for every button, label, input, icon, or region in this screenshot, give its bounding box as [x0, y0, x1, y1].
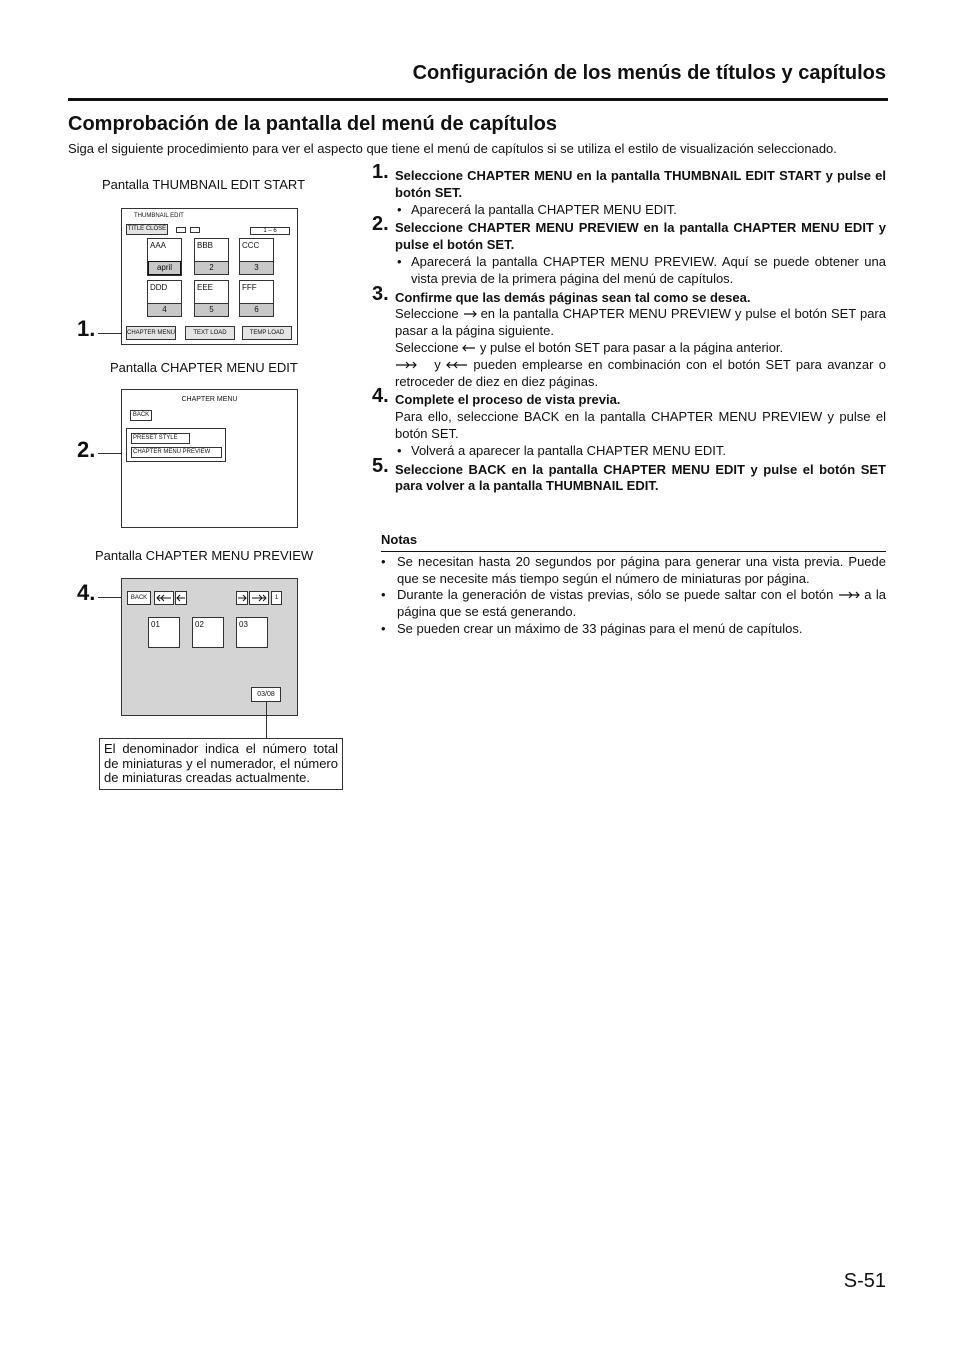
figure-caption-chapter-menu-preview: Pantalla CHAPTER MENU PREVIEW [95, 548, 314, 563]
step-body [395, 340, 886, 357]
step-text: pueden emplearse en combinación con el botón SET para avanzar o retroceder de diez en diez páginas. [395, 356, 886, 389]
step-heading: Confirme que las demás páginas sean tal como se desea. [395, 289, 751, 305]
step-body [395, 357, 886, 391]
step-number: 1. [372, 161, 389, 183]
thumbnail-number: 4 [148, 303, 181, 316]
step-4 [372, 385, 886, 459]
notes-title: Notas [381, 532, 886, 552]
figure-marker-4: 4. [77, 580, 96, 605]
step-bullet: • Aparecerá la pantalla CHAPTER MENU EDIT. [395, 202, 886, 219]
step-1 [372, 161, 886, 218]
step-text: Seleccione [395, 339, 459, 355]
note-text: a la página que se está generando. [397, 587, 887, 620]
preview-thumbnail[interactable]: 02 [192, 617, 224, 648]
progress-counter: 03/08 [251, 687, 281, 702]
text-load-button[interactable]: TEXT LOAD [185, 326, 235, 340]
preview-thumbnail[interactable]: 03 [236, 617, 268, 648]
range-indicator: 1 – 6 [250, 227, 290, 235]
step-2 [372, 213, 886, 287]
preview-thumbnail[interactable]: 01 [148, 617, 180, 648]
marker-leader-line [98, 333, 122, 334]
step-heading: Seleccione BACK en la pantalla CHAPTER MENU EDIT y pulse el botón SET para volver a la pantalla THUMBNAIL EDIT. [395, 461, 886, 494]
thumbnail-item[interactable] [147, 280, 182, 317]
chapter-menu-edit-screen [121, 389, 298, 528]
small-icon [176, 227, 186, 233]
page-number: S-51 [843, 1270, 886, 1292]
intro-text: Siga el siguiente procedimiento para ver el aspecto que tiene el menú de capítulos si se utiliza el estilo de visualización seleccionado. [68, 141, 837, 156]
thumbnail-label: CCC [242, 241, 260, 250]
step-list [372, 161, 886, 495]
figure-marker-1: 1. [77, 316, 96, 341]
step-heading: Complete el proceso de vista previa. [395, 392, 621, 408]
notes-box [381, 532, 886, 638]
double-forward-arrow-icon [395, 360, 417, 370]
callout-leader-line [266, 701, 267, 738]
previous-page-button[interactable] [175, 591, 187, 605]
note-item: • Se pueden crear un máximo de 33 páginas para el menú de capítulos. [381, 621, 886, 638]
previous-arrow-icon [462, 343, 476, 353]
thumbnail-edit-screen [121, 208, 298, 345]
step-heading: Seleccione CHAPTER MENU en la pantalla THUMBNAIL EDIT START y pulse el botón SET. [395, 168, 886, 200]
section-title: Comprobación de la pantalla del menú de capítulos [68, 113, 557, 135]
note-item [381, 587, 886, 621]
note-item: • Se necesitan hasta 20 segundos por página para generar una vista previa. Puede que se necesite más tiempo según el número de miniaturas por página. [381, 554, 886, 588]
note-text: Durante la generación de vistas previas, sólo se puede saltar con el botón [397, 587, 834, 603]
thumbnail-number: april [148, 261, 181, 275]
chapter-header: Configuración de los menús de títulos y capítulos [412, 62, 886, 84]
step-text: Seleccione [395, 306, 459, 322]
thumbnail-label: DDD [150, 283, 168, 292]
forward-ten-button[interactable] [249, 591, 269, 605]
step-number: 5. [372, 454, 389, 477]
chapter-menu-preview-item[interactable]: CHAPTER MENU PREVIEW [131, 447, 222, 458]
step-bullet: • Volverá a aparecer la pantalla CHAPTER MENU EDIT. [395, 443, 886, 460]
step-number: 4. [372, 385, 389, 408]
double-back-arrow-icon [446, 360, 468, 370]
screen-title: THUMBNAIL EDIT [134, 213, 184, 219]
thumbnail-item[interactable] [194, 280, 229, 317]
step-body [395, 306, 886, 340]
step-text: y pulse el botón SET para pasar a la página anterior. [479, 339, 784, 355]
callout-box: El denominador indica el número total de miniaturas y el numerador, el número de miniaturas creadas actualmente. [99, 738, 343, 790]
thumbnail-item[interactable] [194, 238, 229, 275]
menu-frame [126, 428, 226, 462]
screen-title: CHAPTER MENU [181, 396, 238, 403]
back-button[interactable]: BACK [130, 410, 152, 421]
thumbnail-label: EEE [197, 283, 214, 292]
step-body: Para ello, seleccione BACK en la pantalla CHAPTER MENU PREVIEW y pulse el botón SET. [395, 409, 886, 441]
thumbnail-item[interactable] [239, 280, 274, 317]
figure-caption-chapter-menu-edit: Pantalla CHAPTER MENU EDIT [110, 360, 298, 375]
thumbnail-label: BBB [197, 241, 214, 250]
header-rule [68, 98, 888, 101]
thumbnail-item[interactable] [239, 238, 274, 275]
step-text: en la pantalla CHAPTER MENU PREVIEW y pulse el botón SET para pasar a la página siguiente. [395, 306, 886, 339]
step-number: 2. [372, 213, 389, 236]
next-arrow-icon [463, 309, 477, 319]
figure-marker-2: 2. [77, 437, 96, 462]
thumbnail-number: 5 [195, 303, 228, 316]
small-icon [190, 227, 200, 233]
next-page-button[interactable] [236, 591, 248, 605]
step-bullet: • Aparecerá la pantalla CHAPTER MENU PREVIEW. Aquí se puede obtener una vista previa de la primera página del menú de capítulos. [395, 254, 886, 288]
title-close-button[interactable]: TITLE CLOSE [126, 224, 168, 235]
step-3 [372, 282, 886, 391]
chapter-menu-button[interactable]: CHAPTER MENU [126, 326, 176, 340]
thumbnail-label: AAA [150, 241, 167, 250]
thumbnail-label: FFF [242, 283, 257, 292]
temp-load-button[interactable]: TEMP LOAD [242, 326, 292, 340]
thumbnail-number: 6 [240, 303, 273, 316]
thumbnail-number: 2 [195, 261, 228, 274]
thumbnail-number: 3 [240, 261, 273, 274]
figure-caption-thumbnail-edit: Pantalla THUMBNAIL EDIT START [102, 177, 306, 192]
chapter-menu-preview-screen [121, 578, 298, 716]
page-number-box: 1 [271, 591, 282, 605]
step-number: 3. [372, 282, 389, 305]
preset-style-item[interactable]: PRESET STYLE [131, 433, 190, 444]
thumbnail-item[interactable] [147, 238, 182, 276]
step-text: y [434, 356, 441, 372]
step-heading: Seleccione CHAPTER MENU PREVIEW en la pantalla CHAPTER MENU EDIT y pulse el botón SET. [395, 220, 886, 253]
back-button[interactable]: BACK [127, 591, 151, 605]
step-5 [372, 454, 886, 496]
rewind-ten-button[interactable] [154, 591, 174, 605]
double-forward-arrow-icon [838, 590, 860, 600]
